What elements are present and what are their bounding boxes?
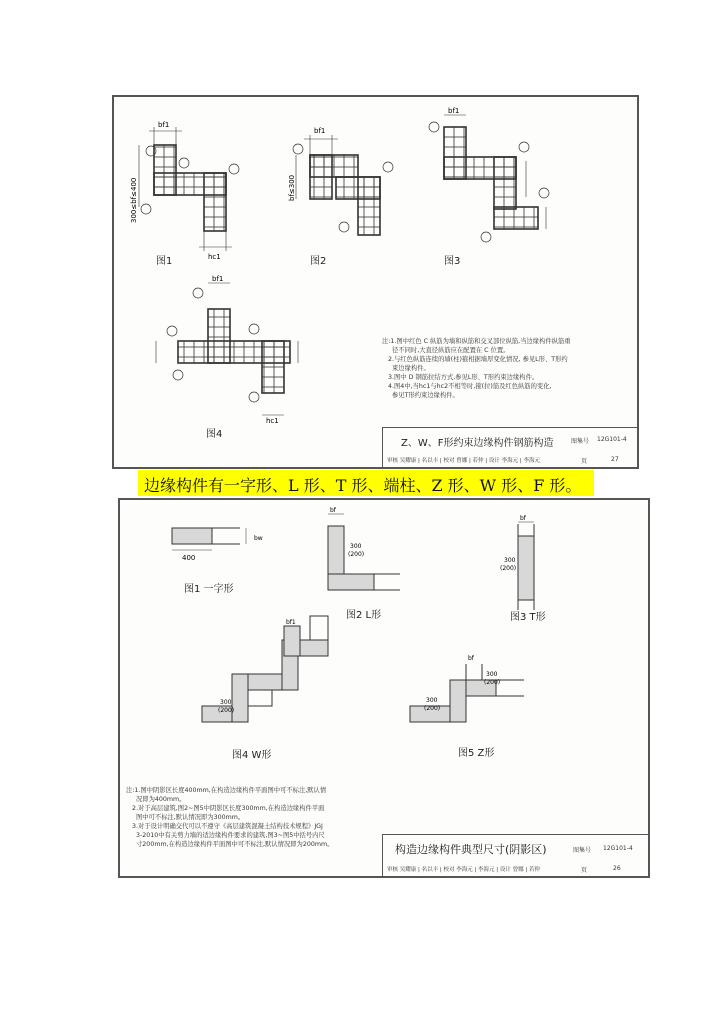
sheet2-page-no: 26 xyxy=(613,865,621,872)
fig2-dim-300: 300 xyxy=(350,543,362,550)
sheet1-page-no: 27 xyxy=(611,456,619,463)
fig2-bf1-label: bf1 xyxy=(314,127,326,135)
fig3-caption: 图3 xyxy=(444,256,461,267)
fig1-dim-400: 400 xyxy=(182,554,196,562)
fig1-hc1-label: hc1 xyxy=(208,253,221,261)
fig1-caption: 图1 xyxy=(156,256,173,267)
fig5-dim-bf: bf xyxy=(468,655,474,662)
sheet2-atlas-label: 图集号 xyxy=(573,847,592,854)
fig4-caption: 图4 xyxy=(206,429,223,440)
figure-5-shape xyxy=(410,664,524,722)
sheet1-page-label: 页 xyxy=(581,458,588,465)
figure-1-drawing xyxy=(139,127,239,251)
figure-3-drawing xyxy=(429,115,549,242)
fig5-dim-200-right: (200) xyxy=(484,679,501,686)
sheet1-atlas-no: 12G101-4 xyxy=(597,436,627,443)
fig2-caption: 图2 xyxy=(310,256,327,267)
fig4-hc1-label: hc1 xyxy=(266,417,279,425)
figure-4-drawing xyxy=(156,283,298,415)
fig4-caption: 图4 W形 xyxy=(232,750,272,761)
sheet2-review-row: 审核 吴耀康 | 名以丰 | 校对 李海元 | 李海元 | 设计 曾娜 | 若仲 xyxy=(387,867,540,873)
fig4-dim-200: (200) xyxy=(218,707,235,714)
drawing-sheet-27 xyxy=(112,95,639,469)
sheet1-atlas-label: 图集号 xyxy=(571,438,590,445)
fig2-dim-bf: bf xyxy=(330,507,336,514)
figure-3-shape xyxy=(518,522,534,610)
fig2-caption: 图2 L形 xyxy=(346,610,382,621)
sheet2-atlas-no: 12G101-4 xyxy=(603,845,633,852)
figure-1-shape xyxy=(172,528,246,550)
fig2-dim-200: (200) xyxy=(348,551,365,558)
fig1-bf1-label: bf1 xyxy=(158,121,170,129)
fig4-bf1-label: bf1 xyxy=(212,275,224,283)
fig5-dim-200-left: (200) xyxy=(424,705,441,712)
banner-text: 边缘构件有一字形、L 形、T 形、端柱、Z 形、W 形、F 形。 xyxy=(144,476,582,495)
sheet2-page-label: 页 xyxy=(581,867,588,874)
fig4-dim-bf1: bf1 xyxy=(286,619,296,626)
sheet2-title: 构造边缘构件典型尺寸(阴影区) xyxy=(395,843,547,856)
figure-2-drawing xyxy=(293,135,393,235)
fig3-bf1-label: bf1 xyxy=(448,107,460,115)
fig1-dim-bw: bw xyxy=(254,535,263,542)
fig3-dim-300: 300 xyxy=(504,557,516,564)
fig4-dim-300: 300 xyxy=(220,699,232,706)
sheet2-notes: 注:1.图中阴影区长度400mm,在构造边缘构件平面图中可不标注,默认情 况即为400mm。 2.对于高层建筑,图2~图5中阴影区长度300mm,在构造边缘构件平面 图中可不标注,默认情况即为300mm。 3.对于设计明确交代可以不遵守《高层建筑混凝土结构技术规程》JGJ 3-2010中有关剪力墙的适边缘构件要求的建筑,图3~图5中括号内尺 寸200mm,在构造边缘构件平面图中可不标注,默认情况即为200mm。 xyxy=(126,787,334,848)
sheet1-notes: 注:1.图中红色 C 纵筋为墙和纵筋和交叉部位纵筋,当边缘构件纵筋重 径不同时,大直径纵筋应在配置在 C 位置。 2.与红色纵筋连续的墙(柱)箍相据墙厚变化情况, 参见L形、T形约 束边缘构件。 3.图中 D 钢筋拉结方式,参见L形、T形约束边缘构件。 4.图4中,当hc1与hc2不相等时,箍(拉)筋及红色纵筋的变化, 参见T形约束边缘构件。 xyxy=(382,338,571,399)
fig3-dim-200: (200) xyxy=(500,565,517,572)
sheet1-review-row: 审核 吴耀康 | 名以丰 | 校对 曾娜 | 若仲 | 设计 李海元 | 李海元 xyxy=(387,458,540,464)
fig2-bf-label: bf≤300 xyxy=(288,174,296,201)
sheet1-titleblock xyxy=(382,427,638,468)
highlight-banner xyxy=(138,470,594,496)
fig5-dim-300-right: 300 xyxy=(486,671,498,678)
sheet1-title: Z、W、F形约束边缘构件钢筋构造 xyxy=(401,438,554,449)
fig5-caption: 图5 Z形 xyxy=(458,748,495,759)
fig1-range-label: 300≤bf≤400 xyxy=(130,177,138,223)
sheet2-titleblock xyxy=(382,834,649,877)
drawing-sheet-26 xyxy=(118,498,650,878)
fig1-caption: 图1 一字形 xyxy=(184,584,234,595)
fig3-caption: 图3 T形 xyxy=(510,612,546,623)
fig5-dim-300-left: 300 xyxy=(426,697,438,704)
fig3-dim-bf: bf xyxy=(520,515,526,522)
rebar-drawings xyxy=(114,97,637,467)
